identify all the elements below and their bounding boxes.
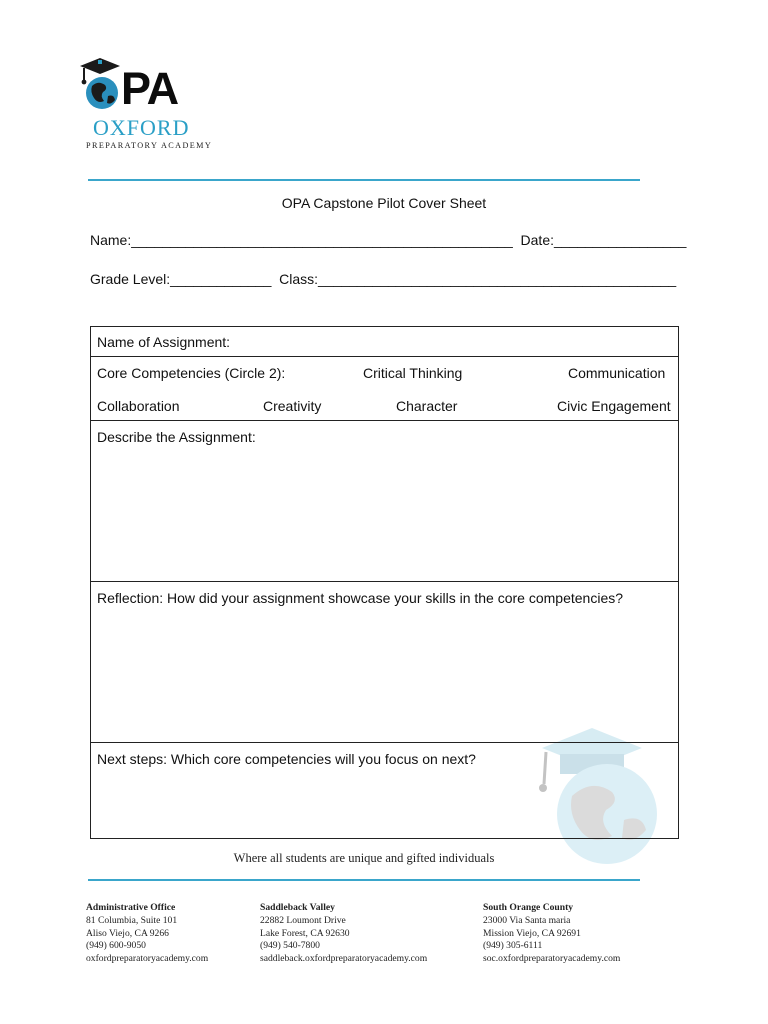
describe-label: Describe the Assignment: bbox=[97, 429, 256, 445]
assignment-name-label: Name of Assignment: bbox=[97, 334, 231, 350]
office-saddleback bbox=[260, 902, 427, 966]
office-city: Lake Forest, CA 92630 bbox=[260, 927, 350, 939]
next-steps-label: Next steps: Which core competencies will you focus on next? bbox=[97, 751, 476, 767]
office-south-orange-county bbox=[483, 902, 620, 966]
competency-creativity[interactable]: Creativity bbox=[263, 398, 322, 414]
school-logo bbox=[78, 56, 218, 150]
office-website: soc.oxfordpreparatoryacademy.com bbox=[483, 953, 621, 965]
office-address: 22882 Loumont Drive bbox=[260, 914, 346, 926]
office-phone: (949) 600-9050 bbox=[86, 940, 146, 952]
reflection-row bbox=[91, 581, 678, 742]
office-title: South Orange County bbox=[483, 902, 574, 913]
competency-collaboration[interactable]: Collaboration bbox=[97, 398, 180, 414]
describe-row bbox=[91, 420, 678, 581]
office-administrative bbox=[86, 902, 208, 966]
page-title: OPA Capstone Pilot Cover Sheet bbox=[281, 195, 487, 211]
grade-class-line: Grade Level:_____________ Class:______________________________________________ bbox=[90, 271, 677, 287]
office-title: Saddleback Valley bbox=[260, 902, 335, 913]
competencies-row bbox=[91, 356, 678, 420]
globe-cap-icon bbox=[78, 56, 124, 114]
office-phone: (949) 305-6111 bbox=[483, 940, 543, 952]
office-website: saddleback.oxfordpreparatoryacademy.com bbox=[260, 953, 428, 965]
header-divider bbox=[88, 179, 640, 181]
competency-communication[interactable]: Communication bbox=[568, 365, 666, 381]
competency-character[interactable]: Character bbox=[396, 398, 458, 414]
office-phone: (949) 540-7800 bbox=[260, 940, 320, 952]
tagline: Where all students are unique and gifted individuals bbox=[233, 851, 495, 865]
office-address: 81 Columbia, Suite 101 bbox=[86, 914, 178, 926]
logo-name: OXFORD bbox=[93, 115, 190, 140]
competency-civic-engagement[interactable]: Civic Engagement bbox=[557, 398, 671, 414]
next-steps-row bbox=[91, 742, 678, 838]
name-date-line: Name:_________________________________________________ Date:_________________ bbox=[90, 232, 687, 248]
office-city: Aliso Viejo, CA 9266 bbox=[86, 927, 169, 939]
competency-critical-thinking[interactable]: Critical Thinking bbox=[363, 365, 463, 381]
logo-mark bbox=[78, 56, 218, 114]
office-address: 23000 Via Santa maria bbox=[483, 914, 571, 926]
competencies-label: Core Competencies (Circle 2): bbox=[97, 365, 286, 381]
footer-divider bbox=[88, 879, 640, 881]
logo-subtitle: PREPARATORY ACADEMY bbox=[86, 141, 213, 150]
reflection-label: Reflection: How did your assignment showcase your skills in the core competencies? bbox=[97, 590, 624, 606]
office-website: oxfordpreparatoryacademy.com bbox=[86, 953, 209, 965]
logo-letters: PA bbox=[121, 63, 179, 114]
office-city: Mission Viejo, CA 92691 bbox=[483, 927, 581, 939]
office-title: Administrative Office bbox=[86, 902, 176, 913]
cover-sheet-table bbox=[90, 326, 679, 839]
